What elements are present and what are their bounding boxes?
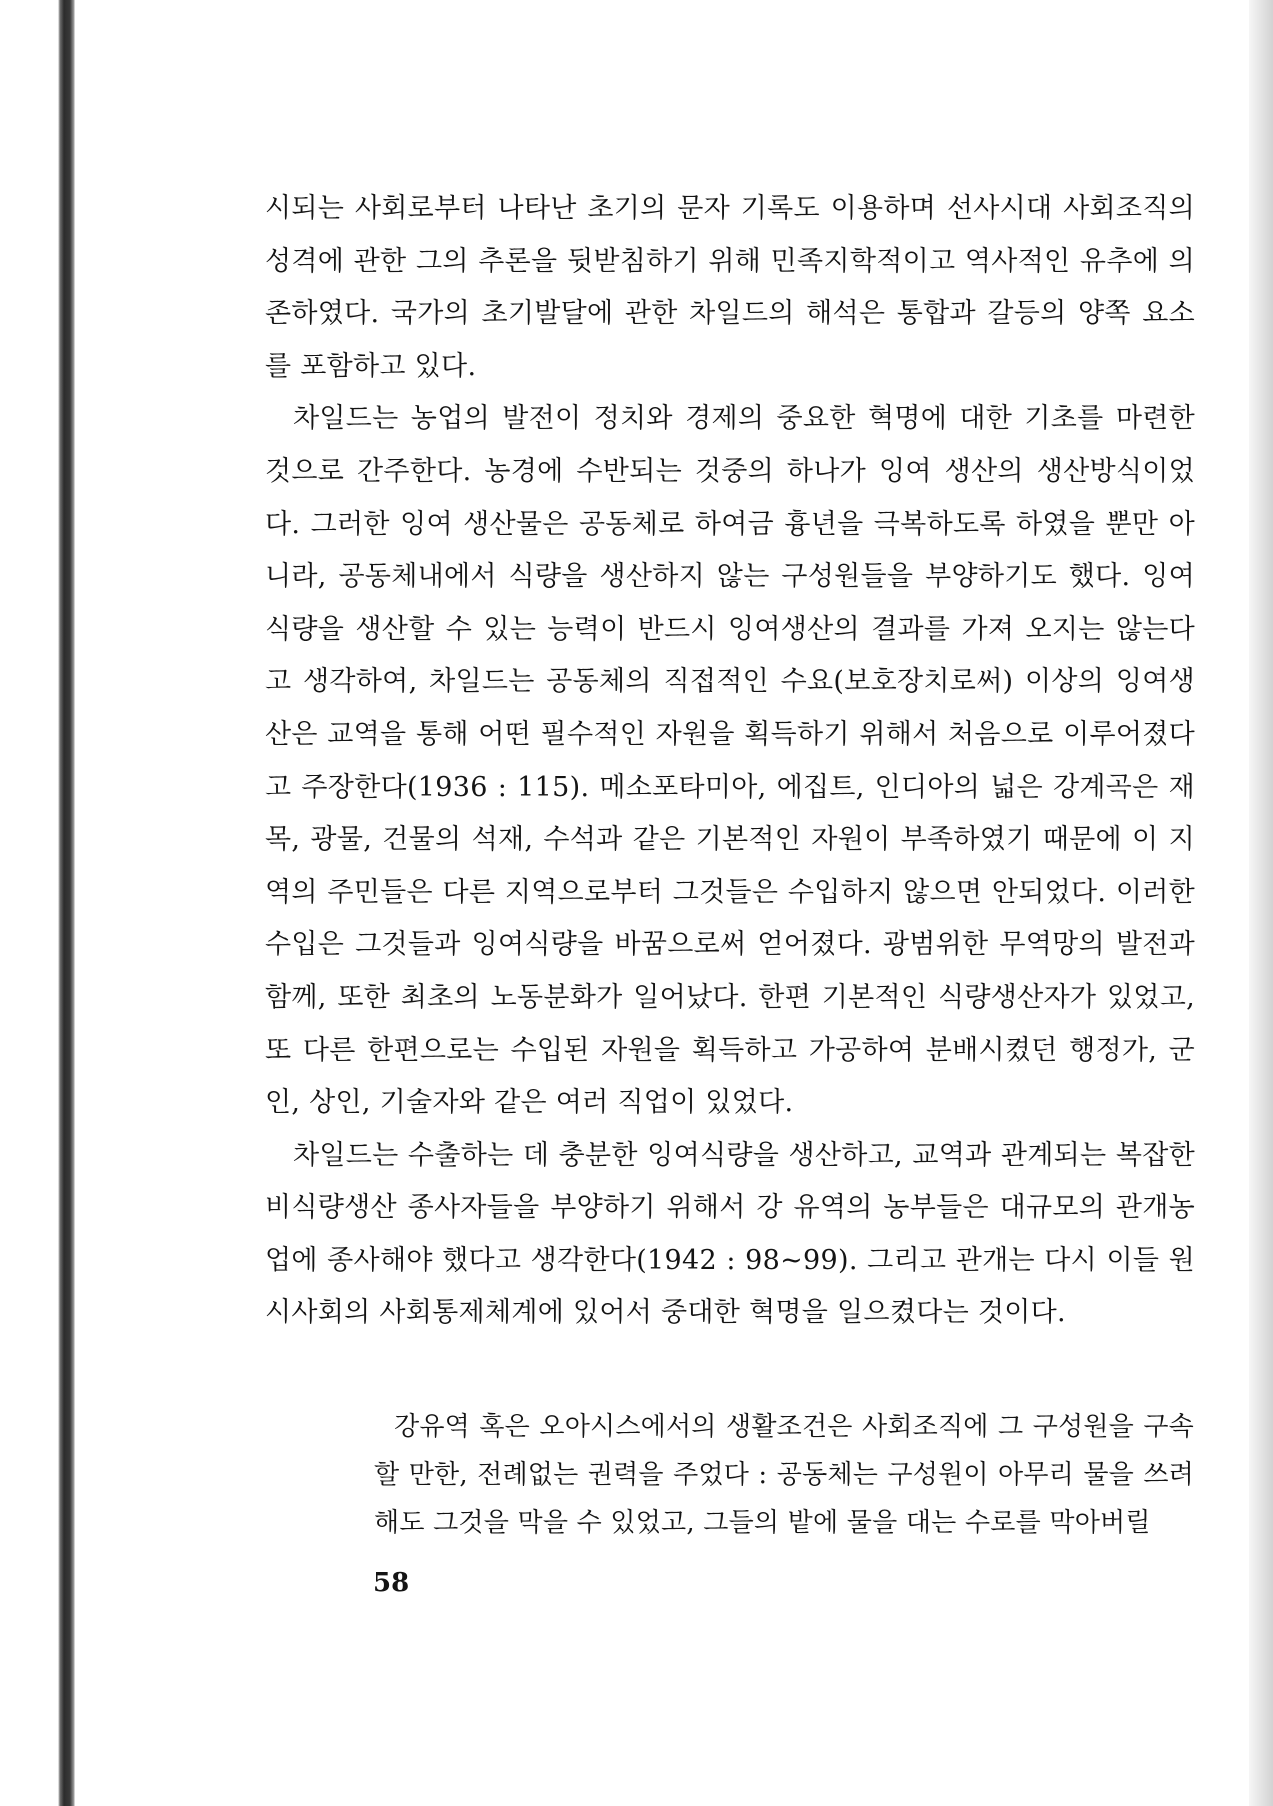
book-page (75, 0, 1249, 1806)
paragraph-1: 시되는 사회로부터 나타난 초기의 문자 기록도 이용하며 선사시대 사회조직의 성격에 관한 그의 추론을 뒷받침하기 위해 민족지학적이고 역사적인 유추에 의존하였다. 국가의 초기발달에 관한 차일드의 해석은 통합과 갈등의 양쪽 요소를 포함하고 있다. (265, 193, 1195, 382)
page-number: 58 (373, 1568, 410, 1598)
paragraph-2: 차일드는 농업의 발전이 정치와 경제의 중요한 혁명에 대한 기초를 마련한 것으로 간주한다. 농경에 수반되는 것중의 하나가 잉여 생산의 생산방식이었다. 그러한 잉여 생산물은 공동체로 하여금 흉년을 극복하도록 하였을 뿐만 아니라, 공동체내에서 식량을 생산하지 않는 구성원들을 부양하기도 했다. 잉여 식량을 생산할 수 있는 능력이 반드시 잉여생산의 결과를 가져 오지는 않는다고 생각하여, 차일드는 공동체의 직접적인 수요(보호장치로써) 이상의 잉여생산은 교역을 통해 어떤 필수적인 자원을 획득하기 위해서 처음으로 이루어졌다고 주장한다(1936 : 115). 메소포타미아, 에집트, 인디아의 넓은 강계곡은 재목, 광물, 건물의 석재, 수석과 같은 기본적인 자원이 부족하였기 때문에 이 지역의 주민들은 다른 지역으로부터 그것들은 수입하지 않으면 안되었다. 이러한 수입은 그것들과 잉여식량을 바꿈으로써 얻어졌다. 광범위한 무역망의 발전과 함께, 또한 최초의 노동분화가 일어났다. 한편 기본적인 식량생산자가 있었고, 또 다른 한편으로는 수입된 자원을 획득하고 가공하여 분배시켰던 행정가, 군인, 상인, 기술자와 같은 여러 직업이 있었다. (265, 403, 1195, 1119)
body-text (265, 183, 1195, 1340)
page-right-edge (1249, 0, 1273, 1806)
paragraph-3: 차일드는 수출하는 데 충분한 잉여식량을 생산하고, 교역과 관계되는 복잡한 비식량생산 종사자들을 부양하기 위해서 강 유역의 농부들은 대규모의 관개농업에 종사해야 했다고 생각한다(1942 : 98~99). 그리고 관개는 다시 이들 원시사회의 사회통제체계에 있어서 중대한 혁명을 일으켰다는 것이다. (265, 1139, 1195, 1329)
book-spine-edge (0, 0, 75, 1806)
block-quote (374, 1403, 1194, 1547)
block-quote-text: 강유역 혹은 오아시스에서의 생활조건은 사회조직에 그 구성원을 구속할 만한, 전례없는 권력을 주었다 : 공동체는 구성원이 아무리 물을 쓰려해도 그것을 막을 수 있었고, 그들의 밭에 물을 대는 수로를 막아버릴 (374, 1412, 1194, 1538)
